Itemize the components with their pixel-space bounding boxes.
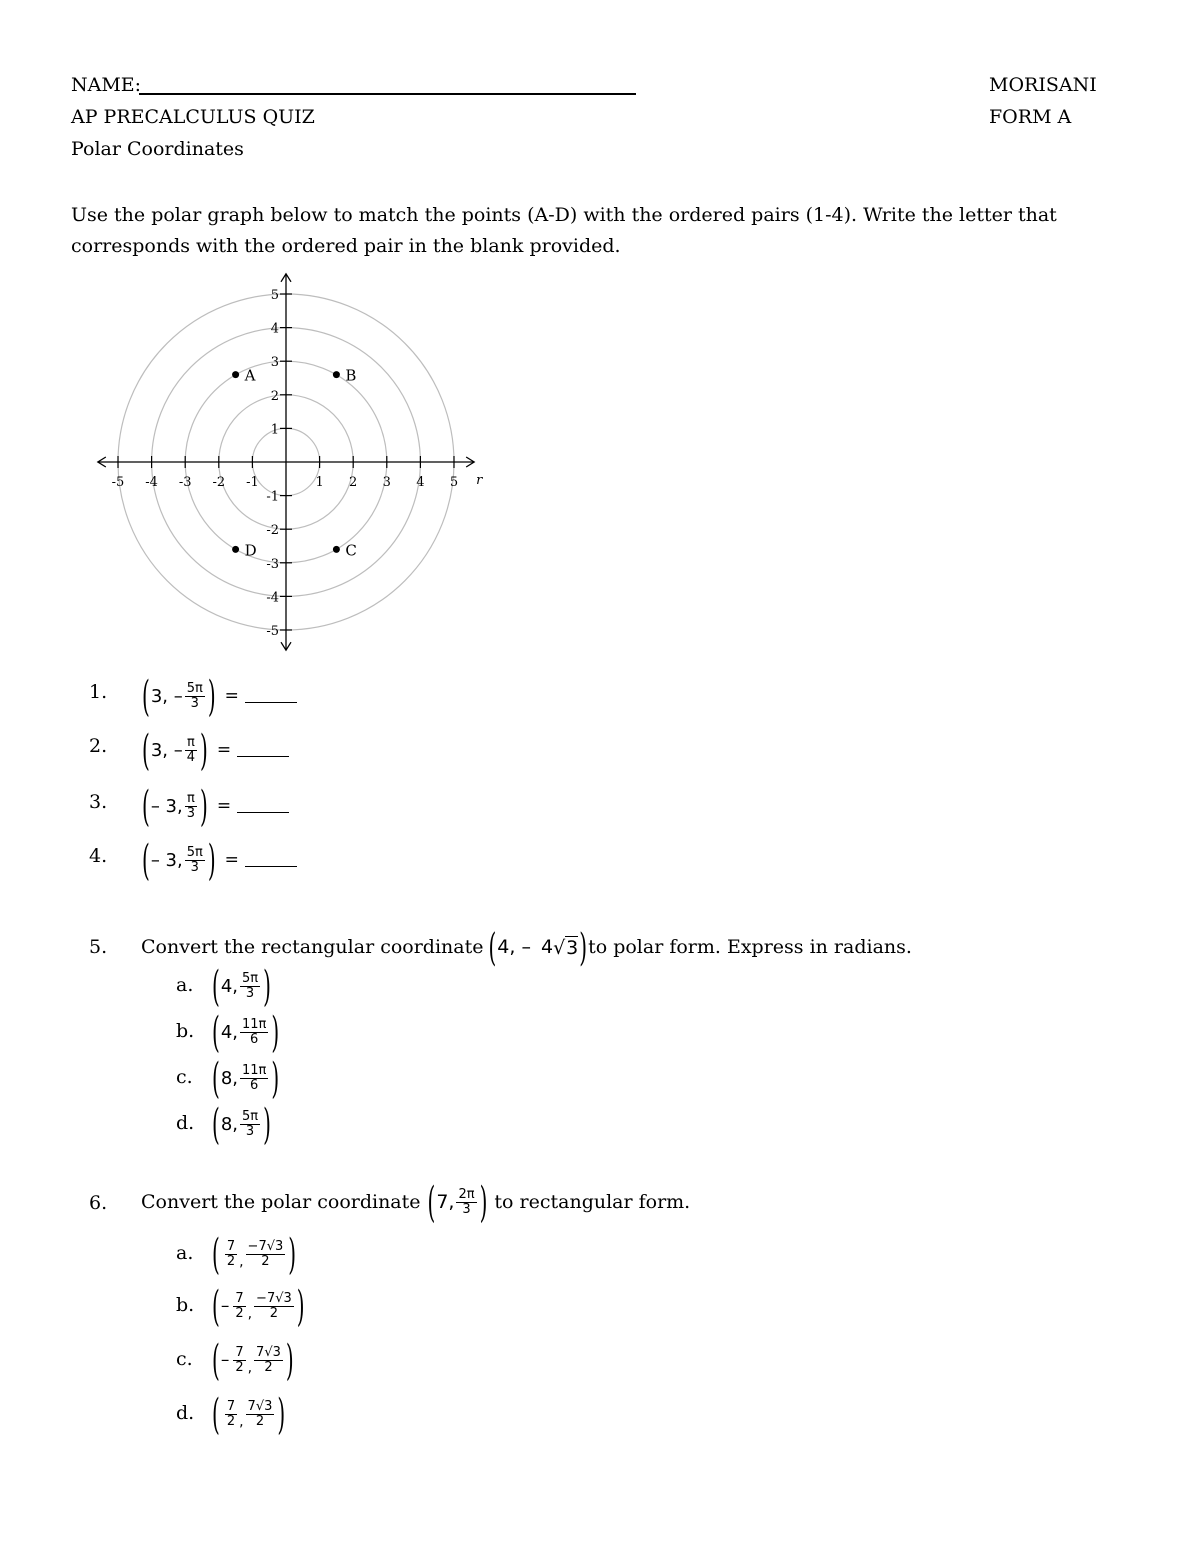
matching-number: 2. bbox=[89, 735, 108, 757]
q5-coord-a: 4, – bbox=[497, 936, 531, 958]
q6-number: 6. bbox=[89, 1192, 108, 1214]
x-tick-label: -4 bbox=[145, 475, 158, 490]
x-tick-label: -2 bbox=[212, 475, 226, 490]
q6-coordinate: ( 7, $\frac{2\pi}{3}$ ) bbox=[427, 1176, 488, 1228]
point-label: A bbox=[244, 366, 256, 385]
y-tick-label: 4 bbox=[270, 321, 279, 337]
q6-option[interactable]: ( $\frac{7}{2}$ , $\frac{7√3}{2}$ ) bbox=[212, 1388, 286, 1440]
q5-option-letter[interactable]: a. bbox=[176, 974, 194, 996]
matching-number: 3. bbox=[89, 791, 108, 813]
q6-prompt bbox=[141, 1176, 691, 1228]
polar-graph bbox=[0, 0, 1200, 700]
point-label: B bbox=[345, 366, 357, 385]
answer-blank[interactable] bbox=[245, 854, 297, 867]
y-tick-label: -4 bbox=[266, 590, 279, 606]
x-tick-label: 1 bbox=[315, 475, 324, 490]
matching-pair: ( 3, – $\frac{5\pi}{3}$ ) = bbox=[141, 676, 297, 716]
q6-option-letter[interactable]: d. bbox=[176, 1402, 195, 1424]
q5-option[interactable]: ( 4, $\frac{5\pi}{3}$ ) bbox=[212, 960, 271, 1012]
y-tick-label: -3 bbox=[266, 556, 279, 572]
point-c bbox=[333, 546, 340, 553]
q6-option-letter[interactable]: c. bbox=[176, 1348, 193, 1370]
q6-text-before: Convert the polar coordinate bbox=[141, 1191, 421, 1213]
instructions: Use the polar graph below to match the points (A-D) with the ordered pairs (1-4). Write the letter that corresponds with the ordered pair in the blank provided. bbox=[71, 204, 1057, 257]
teacher-name: MORISANI bbox=[989, 74, 1097, 96]
x-tick-label: 4 bbox=[416, 475, 425, 490]
point-d bbox=[232, 546, 239, 553]
point-label: C bbox=[345, 541, 357, 560]
course-title: AP PRECALCULUS QUIZ bbox=[71, 106, 315, 128]
q6-option[interactable]: ( – $\frac{7}{2}$ , $\frac{7√3}{2}$ ) bbox=[212, 1334, 294, 1386]
x-tick-label: -5 bbox=[111, 475, 125, 490]
sqrt-icon: √ 3 bbox=[553, 936, 579, 959]
x-tick-label: 5 bbox=[449, 475, 459, 490]
matching-number: 4. bbox=[89, 845, 108, 867]
answer-blank[interactable] bbox=[245, 690, 297, 703]
matching-number: 1. bbox=[89, 681, 108, 703]
q6-text-after: to rectangular form. bbox=[494, 1191, 691, 1213]
q6-option-letter[interactable]: a. bbox=[176, 1242, 194, 1264]
q5-option-letter[interactable]: b. bbox=[176, 1020, 195, 1042]
q5-number: 5. bbox=[89, 936, 108, 958]
q5-prompt bbox=[141, 926, 912, 968]
q5-option-letter[interactable]: c. bbox=[176, 1066, 193, 1088]
q5-option[interactable]: ( 8, $\frac{11\pi}{6}$ ) bbox=[212, 1052, 280, 1104]
matching-pair: ( – 3, $\frac{\pi}{3}$ ) = bbox=[141, 786, 289, 826]
q5-text-before: Convert the rectangular coordinate bbox=[141, 936, 484, 958]
y-tick-label: -5 bbox=[266, 624, 279, 639]
point-b bbox=[333, 371, 340, 378]
answer-blank[interactable] bbox=[237, 744, 289, 757]
x-tick-label: -1 bbox=[246, 475, 259, 490]
q5-option[interactable]: ( 8, $\frac{5\pi}{3}$ ) bbox=[212, 1098, 271, 1150]
q6-coord-r: 7, bbox=[436, 1191, 455, 1213]
point-a bbox=[232, 371, 239, 378]
matching-pair: ( 3, – $\frac{\pi}{4}$ ) = bbox=[141, 730, 289, 770]
answer-blank[interactable] bbox=[237, 800, 289, 813]
x-tick-label: 3 bbox=[382, 475, 391, 490]
axis-r-label: r bbox=[476, 473, 483, 488]
name-label: NAME: bbox=[71, 74, 142, 96]
form-label: FORM A bbox=[989, 106, 1072, 128]
q5-option[interactable]: ( 4, $\frac{11\pi}{6}$ ) bbox=[212, 1006, 280, 1058]
q5-option-letter[interactable]: d. bbox=[176, 1112, 195, 1134]
y-tick-label: 2 bbox=[270, 388, 279, 404]
q5-text-after: to polar form. Express in radians. bbox=[588, 936, 912, 958]
q5-coordinate: ( 4, – 4 √ 3 ) bbox=[488, 924, 588, 970]
y-tick-label: 5 bbox=[270, 288, 279, 303]
q6-option[interactable]: ( $\frac{7}{2}$ , $\frac{-7√3}{2}$ ) bbox=[212, 1228, 297, 1280]
y-tick-label: 1 bbox=[270, 422, 279, 438]
point-label: D bbox=[244, 541, 257, 560]
y-tick-label: -2 bbox=[266, 523, 279, 539]
q6-option[interactable]: ( – $\frac{7}{2}$ , $\frac{-7√3}{2}$ ) bbox=[212, 1280, 305, 1332]
y-tick-label: -1 bbox=[266, 489, 279, 505]
y-tick-label: 3 bbox=[270, 355, 279, 371]
q6-option-letter[interactable]: b. bbox=[176, 1294, 195, 1316]
x-tick-label: -3 bbox=[178, 475, 192, 490]
topic-title: Polar Coordinates bbox=[71, 138, 244, 160]
q5-coord-b: 4 bbox=[540, 936, 554, 958]
x-tick-label: 2 bbox=[349, 475, 358, 490]
matching-pair: ( – 3, $\frac{5\pi}{3}$ ) = bbox=[141, 840, 297, 880]
